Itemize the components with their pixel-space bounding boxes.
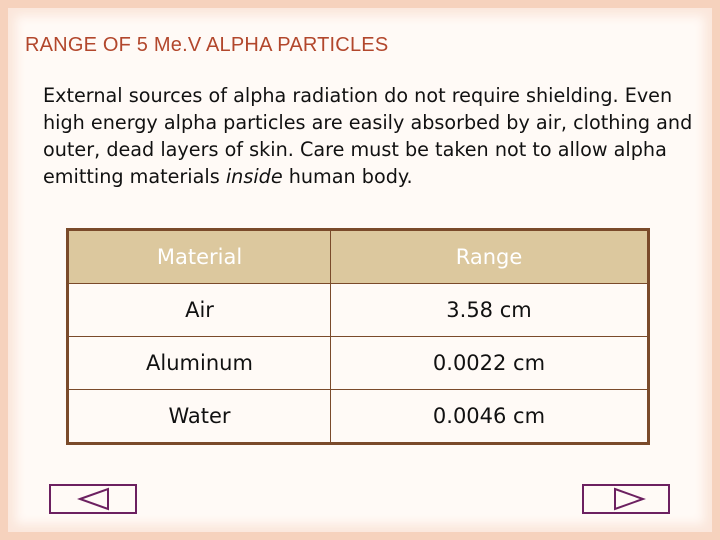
next-slide-button[interactable]: [582, 484, 670, 514]
previous-slide-button[interactable]: [49, 484, 137, 514]
table-header-row: [68, 230, 649, 284]
table-row: [68, 390, 649, 444]
range-table: [66, 228, 650, 445]
body-paragraph: [43, 82, 693, 190]
triangle-left-icon: [51, 486, 135, 512]
body-text-part: External sources of alpha radiation do not require shielding. Even high energy alpha particles are easily absorbed by air, clothing and outer, dead layers of skin. Care must be taken not to allow alpha emitting materials: [43, 84, 693, 188]
range-cell: 0.0022 cm: [331, 337, 649, 390]
range-cell: 0.0046 cm: [331, 390, 649, 444]
body-text-end: human body.: [282, 165, 413, 188]
material-cell: Aluminum: [68, 337, 331, 390]
header-range: Range: [331, 230, 649, 284]
slide-title: RANGE OF 5 Me.V ALPHA PARTICLES: [25, 34, 389, 56]
table-row: [68, 284, 649, 337]
triangle-right-icon: [584, 486, 668, 512]
table-row: [68, 337, 649, 390]
range-cell: 3.58 cm: [331, 284, 649, 337]
material-cell: Air: [68, 284, 331, 337]
body-text-italic: inside: [225, 165, 283, 188]
header-material: Material: [68, 230, 331, 284]
material-cell: Water: [68, 390, 331, 444]
